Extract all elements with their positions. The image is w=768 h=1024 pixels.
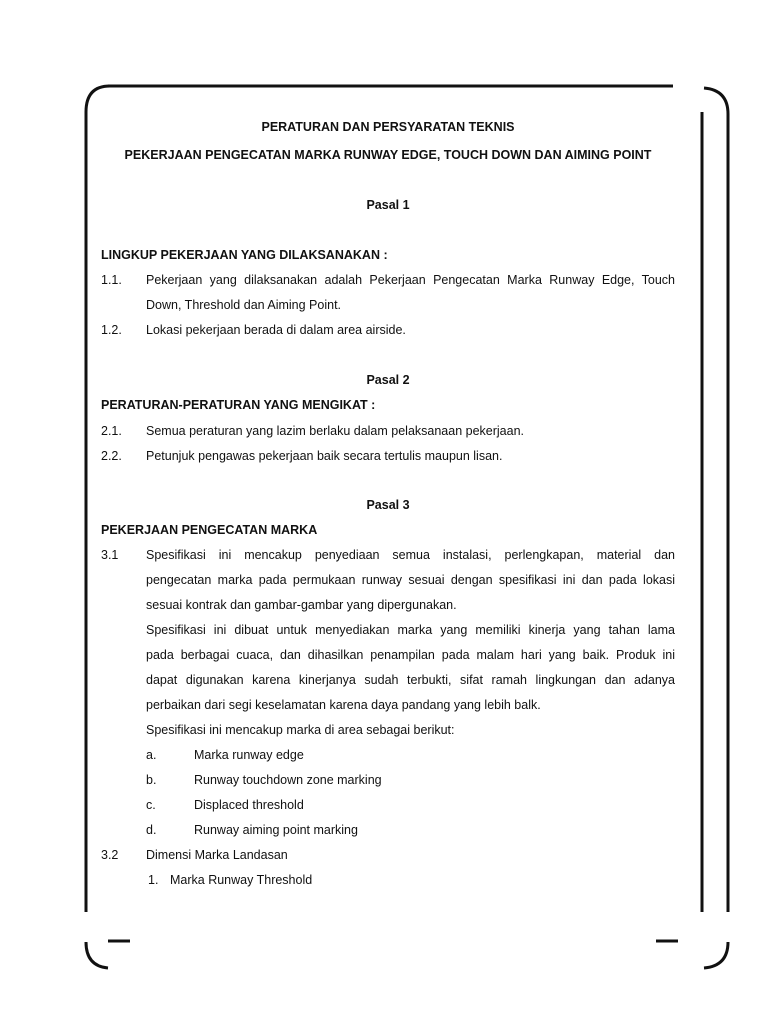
item-3-1-number: 3.1 (101, 548, 119, 562)
pasal-2-heading: Pasal 2 (366, 373, 410, 387)
document-subtitle: PEKERJAAN PENGECATAN MARKA RUNWAY EDGE, TOUCH DOWN DAN AIMING POINT (124, 148, 652, 162)
document-title: PERATURAN DAN PERSYARATAN TEKNIS (261, 120, 515, 134)
list-c-text: Displaced threshold (194, 798, 304, 812)
list-b-letter: b. (146, 773, 157, 787)
list-b-text: Runway touchdown zone marking (194, 773, 382, 787)
pasal-1-heading: Pasal 1 (366, 198, 410, 212)
item-1-1-line-1: Pekerjaan yang dilaksanakan adalah Pekerjaan Pengecatan Marka Runway Edge, Touch (146, 273, 675, 287)
list-c-letter: c. (146, 798, 156, 812)
item-1-1-line-2: Down, Threshold dan Aiming Point. (146, 298, 342, 312)
pasal-3-heading: Pasal 3 (366, 498, 410, 512)
item-3-1-para-1-line-2: pengecatan marka pada permukaan runway sesuai dengan spesifikasi ini dan pada lokasi (146, 573, 675, 587)
list-d-letter: d. (146, 823, 157, 837)
item-3-1-para-2-line-3: dapat digunakan karena kinerjanya sudah terbukti, sifat ramah lingkungan dan adanya (146, 673, 675, 687)
item-3-1-para-2-line-2: pada berbagai cuaca, dan dihasilkan penampilan pada malam hari yang baik. Produk ini (146, 648, 675, 662)
item-1-1-number: 1.1. (101, 273, 122, 287)
item-3-1-para-1-line-3: sesuai kontrak dan gambar-gambar yang dipergunakan. (146, 598, 457, 612)
item-3-2-sub-text: Marka Runway Threshold (170, 873, 313, 887)
pasal-3-section-title: PEKERJAAN PENGECATAN MARKA (101, 523, 318, 537)
item-3-2-sub-number: 1. (148, 873, 159, 887)
item-2-2-number: 2.2. (101, 449, 122, 463)
pasal-1-section-title: LINGKUP PEKERJAAN YANG DILAKSANAKAN : (101, 248, 388, 262)
item-1-2-number: 1.2. (101, 323, 122, 337)
item-3-1-para-1-line-1: Spesifikasi ini mencakup penyediaan semua instalasi, perlengkapan, material dan (146, 548, 675, 562)
list-d-text: Runway aiming point marking (194, 823, 358, 837)
item-2-1-text: Semua peraturan yang lazim berlaku dalam pelaksanaan pekerjaan. (146, 424, 525, 438)
item-3-1-para-2-line-4: perbaikan dari segi keselamatan karena daya pandang yang lebih balk. (146, 698, 541, 712)
pasal-2-section-title: PERATURAN-PERATURAN YANG MENGIKAT : (101, 398, 376, 412)
item-3-2-text: Dimensi Marka Landasan (146, 848, 288, 862)
item-3-1-para-3: Spesifikasi ini mencakup marka di area sebagai berikut: (146, 723, 455, 737)
item-3-1-para-2-line-1: Spesifikasi ini dibuat untuk menyediakan marka yang memiliki kinerja yang tahan lama (146, 623, 675, 637)
list-a-letter: a. (146, 748, 157, 762)
item-2-1-number: 2.1. (101, 424, 122, 438)
item-3-2-number: 3.2 (101, 848, 119, 862)
item-2-2-text: Petunjuk pengawas pekerjaan baik secara tertulis maupun lisan. (146, 449, 503, 463)
item-1-2-text: Lokasi pekerjaan berada di dalam area airside. (146, 323, 406, 337)
list-a-text: Marka runway edge (194, 748, 304, 762)
